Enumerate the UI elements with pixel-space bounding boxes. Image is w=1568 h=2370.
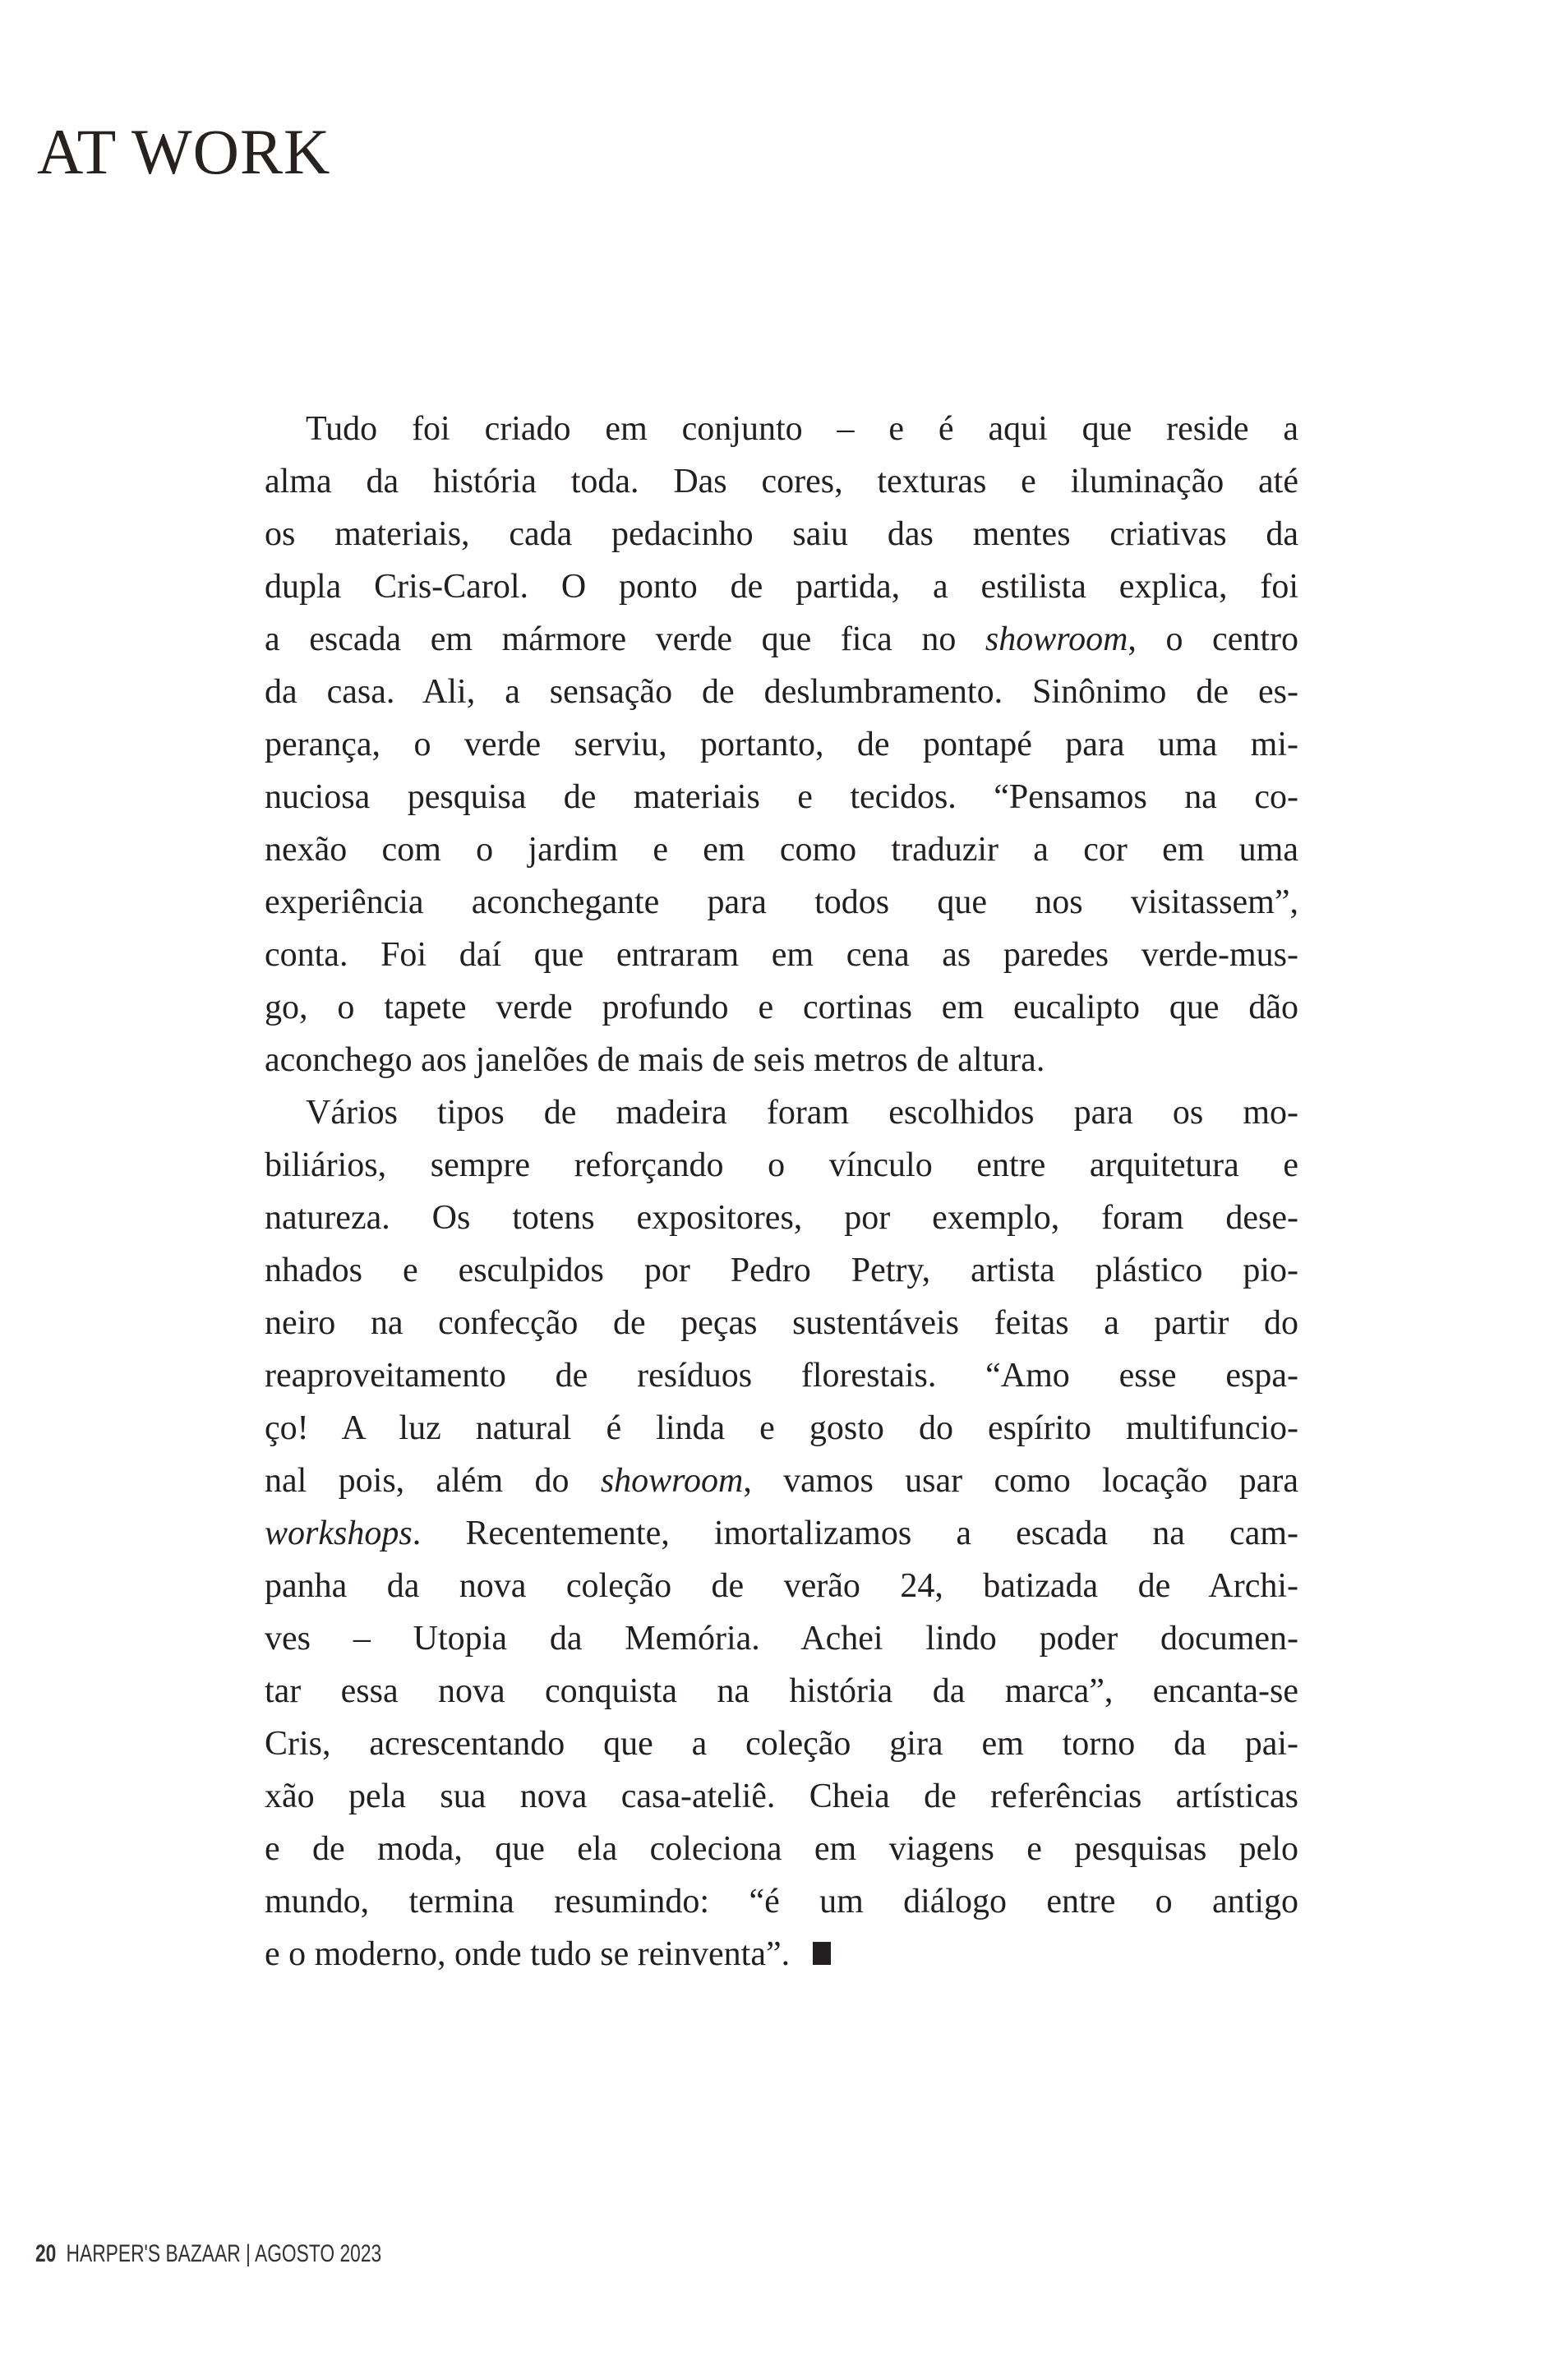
text-line (265, 1402, 1298, 1455)
text-run: mundo, termina resumindo: “é um diálogo entre o antigo (265, 1883, 1298, 1920)
text-run: nuciosa pesquisa de materiais e tecidos. “Pensamos na co- (265, 778, 1298, 816)
text-run: Vários tipos de madeira foram escolhidos para os mo- (306, 1094, 1298, 1132)
text-run: xão pela sua nova casa-ateliê. Cheia de referências artísticas (265, 1778, 1298, 1815)
italic-text-run: workshops (265, 1515, 413, 1552)
text-run: a escada em mármore verde que fica no (265, 620, 985, 658)
text-run: nal pois, além do (265, 1462, 601, 1500)
section-title: AT WORK (37, 116, 331, 187)
text-run: go, o tapete verde profundo e cortinas em eucalipto que dão (265, 989, 1298, 1026)
text-line (265, 666, 1298, 718)
text-run: os materiais, cada pedacinho saiu das mentes criativas da (265, 515, 1298, 553)
text-line (265, 1349, 1298, 1402)
text-run: Cris, acrescentando que a coleção gira em torno da pai- (265, 1725, 1298, 1763)
text-line (265, 1244, 1298, 1297)
text-run: aconchego aos janelões de mais de seis metros de altura. (265, 1041, 1045, 1079)
italic-text-run: showroom (985, 620, 1128, 658)
text-run: , vamos usar como locação para (743, 1462, 1298, 1500)
text-run: ves – Utopia da Memória. Achei lindo poder documen- (265, 1620, 1298, 1658)
text-line (265, 1823, 1298, 1875)
text-line (265, 1560, 1298, 1612)
text-line (265, 1718, 1298, 1770)
text-line (265, 560, 1298, 613)
text-run: e de moda, que ela coleciona em viagens e pesquisas pelo (265, 1830, 1298, 1868)
text-line (265, 613, 1298, 666)
text-line (265, 981, 1298, 1034)
text-run: nexão com o jardim e em como traduzir a cor em uma (265, 831, 1298, 869)
text-line (265, 1665, 1298, 1718)
end-of-article-marker (813, 1942, 831, 1965)
text-line (265, 1507, 1298, 1560)
text-run: perança, o verde serviu, portanto, de pontapé para uma mi- (265, 726, 1298, 763)
text-line (265, 403, 1298, 455)
text-line (265, 771, 1298, 823)
text-run: dupla Cris-Carol. O ponto de partida, a estilista explica, foi (265, 568, 1298, 606)
text-line (265, 1928, 1298, 1980)
text-run: , o centro (1128, 620, 1298, 658)
page-number: 20 (35, 2240, 57, 2267)
text-run: nhados e esculpidos por Pedro Petry, artista plástico pio- (265, 1252, 1298, 1289)
text-line (265, 1875, 1298, 1928)
text-run: experiência aconchegante para todos que nos visitassem”, (265, 883, 1298, 921)
text-line (265, 1770, 1298, 1823)
text-line (265, 1192, 1298, 1244)
text-line (265, 508, 1298, 560)
italic-text-run: showroom (600, 1462, 744, 1500)
text-line (265, 1139, 1298, 1192)
text-line (265, 1297, 1298, 1349)
article-body (265, 403, 1298, 1980)
text-line (265, 929, 1298, 981)
text-line (265, 1612, 1298, 1665)
text-run: Tudo foi criado em conjunto – e é aqui que reside a (306, 410, 1298, 448)
text-run: da casa. Ali, a sensação de deslumbramento. Sinônimo de es- (265, 673, 1298, 711)
text-run: panha da nova coleção de verão 24, batizada de Archi- (265, 1567, 1298, 1605)
page-footer (35, 2240, 381, 2268)
text-run: reaproveitamento de resíduos florestais. “Amo esse espa- (265, 1357, 1298, 1395)
text-line (265, 1034, 1298, 1086)
text-run: biliários, sempre reforçando o vínculo entre arquitetura e (265, 1146, 1298, 1184)
text-line (265, 455, 1298, 508)
text-line (265, 876, 1298, 929)
text-line (265, 1086, 1298, 1139)
text-run: ço! A luz natural é linda e gosto do espírito multifuncio- (265, 1409, 1298, 1447)
footer-text: HARPER'S BAZAAR | AGOSTO 2023 (66, 2240, 382, 2267)
text-run: neiro na confecção de peças sustentáveis feitas a partir do (265, 1304, 1298, 1342)
text-run: natureza. Os totens expositores, por exemplo, foram dese- (265, 1199, 1298, 1237)
text-line (265, 718, 1298, 771)
text-run: tar essa nova conquista na história da marca”, encanta-se (265, 1672, 1298, 1710)
text-run: . Recentemente, imortalizamos a escada na cam- (412, 1515, 1298, 1552)
text-line (265, 823, 1298, 876)
text-run: alma da história toda. Das cores, texturas e iluminação até (265, 463, 1298, 500)
text-line (265, 1455, 1298, 1507)
text-run: conta. Foi daí que entraram em cena as paredes verde-mus- (265, 936, 1298, 974)
text-run: e o moderno, onde tudo se reinventa”. (265, 1935, 791, 1973)
